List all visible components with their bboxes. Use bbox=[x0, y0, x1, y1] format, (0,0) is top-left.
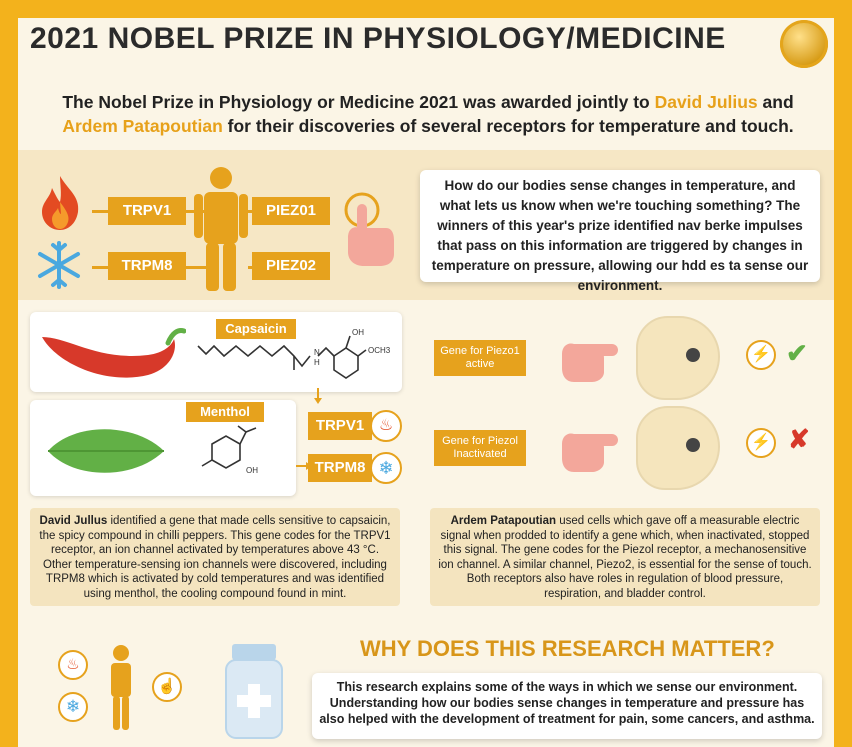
page-title: 2021 NOBEL PRIZE IN PHYSIOLOGY/MEDICINE bbox=[30, 22, 726, 55]
laureate-patapoutian: Ardem Patapoutian bbox=[62, 116, 223, 136]
person-small-icon bbox=[104, 644, 138, 732]
trpv1-result-label: TRPV1 bbox=[308, 412, 372, 440]
piezo1-label: PIEZ01 bbox=[252, 197, 330, 225]
h-label: H bbox=[314, 358, 320, 367]
piezo-inactive-label: Gene for Piezol Inactivated bbox=[434, 430, 526, 466]
julius-paragraph bbox=[30, 508, 400, 606]
signal-bolt-icon-2: ⚡ bbox=[746, 428, 776, 458]
snowflake-icon bbox=[34, 240, 84, 290]
question-box: How do our bodies sense changes in temperature, and what lets us know when we're touching something? The winners of this year's prize identified nav berke impulses that pass on this information are triggered by changes in temperature on pressure, allowing our hdd es ta sense our environment. bbox=[420, 170, 820, 282]
fire-icon bbox=[30, 172, 90, 232]
touch-hand-icon bbox=[340, 188, 400, 268]
cell-nucleus-icon bbox=[686, 348, 700, 362]
intro-and: and bbox=[757, 92, 794, 112]
nobel-medal-icon bbox=[780, 20, 828, 68]
capsaicin-structure bbox=[190, 322, 402, 390]
patapoutian-name: Ardem Patapoutian bbox=[450, 515, 557, 527]
intro-text bbox=[28, 90, 828, 138]
menthol-structure bbox=[180, 424, 280, 484]
trpv1-label: TRPV1 bbox=[108, 197, 186, 225]
why-title: WHY DOES THIS RESEARCH MATTER? bbox=[360, 636, 775, 661]
cell-nucleus-icon-2 bbox=[686, 438, 700, 452]
chili-pepper-icon bbox=[38, 325, 186, 383]
julius-name: David Jullus bbox=[39, 515, 108, 527]
snowflake-small-icon: ❄ bbox=[58, 692, 88, 722]
fire-badge-icon: ♨ bbox=[370, 410, 402, 442]
patapoutian-text: used cells which gave off a measurable electric signal when prodded to identify a gene which, when inactivated, stopped this signal. The gene codes for the Piezol receptor, a mechanosensitive ion channel. A similar channel, Piezo2, is essential for the sense of touch. Both receptors also have roles in regulation of blood pressure, respiration, and bladder control. bbox=[438, 515, 812, 600]
human-figure-icon bbox=[192, 165, 250, 293]
intro-prefix: The Nobel Prize in Physiology or Medicine 2021 was awarded jointly to bbox=[62, 92, 655, 112]
touch-small-icon: ☝ bbox=[152, 672, 182, 702]
fire-small-icon: ♨ bbox=[58, 650, 88, 680]
trpm8-label: TRPM8 bbox=[108, 252, 186, 280]
laureate-julius: David Julius bbox=[654, 92, 758, 112]
checkmark-icon: ✔ bbox=[786, 338, 808, 368]
mint-leaf-icon bbox=[44, 420, 168, 482]
pointing-hand-icon-2 bbox=[560, 418, 620, 474]
menthol-label: Menthol bbox=[186, 402, 264, 422]
piezo1-active-label: Gene for Piezo1 active bbox=[434, 340, 526, 376]
signal-bolt-icon: ⚡ bbox=[746, 340, 776, 370]
snowflake-badge-icon: ❄ bbox=[370, 452, 402, 484]
pointing-hand-icon bbox=[560, 328, 620, 384]
julius-text: identified a gene that made cells sensitive to capsaicin, the spicy compound in chilli peppers. This gene codes for the TRPV1 receptor, an ion channel activated by temperatures above 43 °C. Other temperature-sensing ion channels were discovered, including TRPM8 which is activated by cold temperatures and was identified using menthol, the cooling compound found in mint. bbox=[39, 515, 391, 600]
medicine-bottle-icon bbox=[222, 642, 286, 740]
trpm8-result-label: TRPM8 bbox=[308, 454, 372, 482]
n-label: N bbox=[314, 348, 320, 357]
intro-suffix: for their discoveries of several receptors for temperature and touch. bbox=[222, 116, 794, 136]
menthol-oh-label: OH bbox=[246, 466, 258, 475]
patapoutian-paragraph bbox=[430, 508, 820, 606]
cross-icon: ✘ bbox=[788, 424, 810, 454]
capsaicin-label: Capsaicin bbox=[216, 319, 296, 339]
research-box: This research explains some of the ways in which we sense our environment. Understanding how our bodies sense changes in temperature and pressure has also helped with the development of treatment for pain, some cancers, and asthma. bbox=[312, 673, 822, 739]
oh-label: OH bbox=[352, 328, 364, 337]
piezo2-label: PIEZ02 bbox=[252, 252, 330, 280]
och3-label: OCH3 bbox=[368, 346, 391, 355]
